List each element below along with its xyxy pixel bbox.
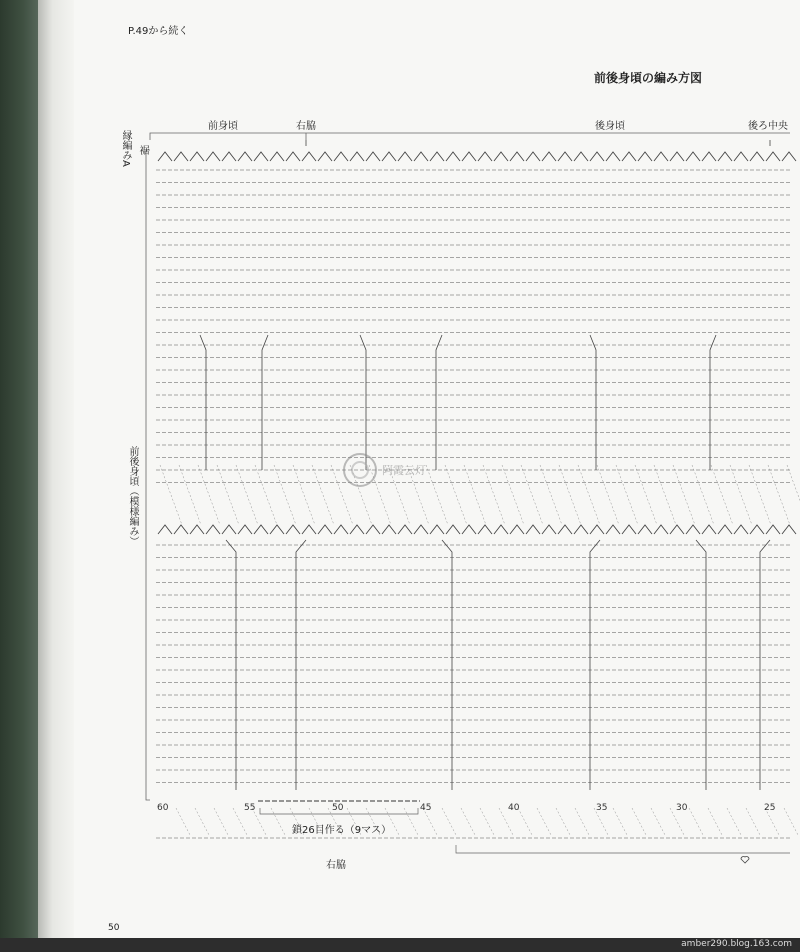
label-chain-start: 鎖26目作る（9マス） xyxy=(292,825,392,836)
lace-block-edge xyxy=(696,540,770,790)
transition-line xyxy=(521,465,543,525)
fan-stitch xyxy=(254,152,268,161)
fan-stitch xyxy=(718,525,732,534)
bracket-line xyxy=(456,845,790,853)
fan-stitch xyxy=(494,525,508,534)
transition-line xyxy=(540,465,562,525)
bracket-line xyxy=(146,150,150,800)
transition-line xyxy=(160,465,182,525)
fan-stitch xyxy=(542,152,556,161)
fan-stitch xyxy=(270,525,284,534)
column-number: 60 xyxy=(157,803,169,813)
fan-stitch xyxy=(174,152,188,161)
fan-stitch xyxy=(654,152,668,161)
lace-block-edge xyxy=(442,540,600,790)
fan-stitch xyxy=(686,525,700,534)
fan-stitch xyxy=(190,525,204,534)
transition-line xyxy=(787,465,800,525)
transition-line xyxy=(404,808,418,835)
transition-line xyxy=(708,808,722,835)
transition-line xyxy=(711,465,733,525)
transition-line xyxy=(746,808,760,835)
transition-line xyxy=(613,808,627,835)
fan-stitch xyxy=(782,525,796,534)
transition-line xyxy=(635,465,657,525)
fan-stitch xyxy=(590,152,604,161)
transition-line xyxy=(749,465,771,525)
transition-line xyxy=(559,465,581,525)
fan-stitch xyxy=(574,152,588,161)
fan-stitch xyxy=(222,525,236,534)
column-number: 35 xyxy=(596,803,608,813)
fan-stitch xyxy=(622,152,636,161)
transition-line xyxy=(730,465,752,525)
fan-stitch xyxy=(494,152,508,161)
fan-stitch xyxy=(686,152,700,161)
watermark xyxy=(340,440,440,500)
fan-stitch xyxy=(542,525,556,534)
transition-line xyxy=(651,808,665,835)
continued-note: P.49から続く xyxy=(128,26,189,37)
label-edging: 縁編みA xyxy=(120,130,131,167)
transition-line xyxy=(198,465,220,525)
fan-stitch xyxy=(766,152,780,161)
fan-stitch xyxy=(366,152,380,161)
column-number: 50 xyxy=(332,803,344,813)
fan-stitch xyxy=(574,525,588,534)
fan-stitch xyxy=(318,152,332,161)
transition-line xyxy=(727,808,741,835)
fan-stitch xyxy=(478,152,492,161)
fan-stitch xyxy=(782,152,796,161)
column-number: 25 xyxy=(764,803,776,813)
fan-stitch xyxy=(414,525,428,534)
heart-icon xyxy=(741,857,749,863)
fan-stitch xyxy=(254,525,268,534)
transition-line xyxy=(271,808,285,835)
fan-stitch xyxy=(606,152,620,161)
fan-stitch xyxy=(670,525,684,534)
fan-stitch xyxy=(718,152,732,161)
page-title: 前後身頃の編み方図 xyxy=(594,71,703,85)
page-number: 50 xyxy=(108,923,120,933)
fan-stitch xyxy=(510,152,524,161)
fan-stitch xyxy=(398,525,412,534)
transition-line xyxy=(483,465,505,525)
fan-stitch xyxy=(702,152,716,161)
fan-stitch xyxy=(558,152,572,161)
transition-line xyxy=(768,465,790,525)
fan-stitch xyxy=(398,152,412,161)
fan-stitch xyxy=(382,152,396,161)
watermark-text: 阿霞云灯 xyxy=(382,464,426,477)
lace-block-edge xyxy=(200,335,268,470)
fan-stitch xyxy=(622,525,636,534)
transition-line xyxy=(673,465,695,525)
transition-line xyxy=(461,808,475,835)
transition-line xyxy=(632,808,646,835)
fan-stitch xyxy=(206,525,220,534)
fan-stitch xyxy=(318,525,332,534)
fan-stitch xyxy=(510,525,524,534)
fan-stitch xyxy=(286,525,300,534)
fan-stitch xyxy=(526,152,540,161)
transition-line xyxy=(255,465,277,525)
fan-stitch xyxy=(158,525,172,534)
column-number: 55 xyxy=(244,803,256,813)
fan-stitch xyxy=(734,152,748,161)
fan-stitch xyxy=(478,525,492,534)
transition-line xyxy=(176,808,190,835)
fan-stitch xyxy=(334,525,348,534)
fan-stitch xyxy=(350,152,364,161)
transition-line xyxy=(689,808,703,835)
fan-stitch xyxy=(638,152,652,161)
fan-stitch xyxy=(158,152,172,161)
label-back-center: 後ろ中央 xyxy=(748,121,788,132)
fan-stitch xyxy=(606,525,620,534)
fan-stitch xyxy=(462,525,476,534)
fan-stitch xyxy=(350,525,364,534)
label-right-side: 右脇 xyxy=(296,121,316,132)
transition-line xyxy=(597,465,619,525)
fan-stitch xyxy=(462,152,476,161)
transition-line xyxy=(442,808,456,835)
fan-stitch xyxy=(446,525,460,534)
transition-line xyxy=(575,808,589,835)
transition-line xyxy=(556,808,570,835)
label-body-pattern: 前後身頃（模様編み） xyxy=(127,446,138,546)
transition-line xyxy=(293,465,315,525)
fan-stitch xyxy=(206,152,220,161)
footer-strip xyxy=(0,938,800,952)
transition-line xyxy=(179,465,201,525)
transition-line xyxy=(464,465,486,525)
transition-line xyxy=(274,465,296,525)
transition-line xyxy=(616,465,638,525)
fan-stitch xyxy=(446,152,460,161)
transition-line xyxy=(784,808,798,835)
fan-stitch xyxy=(670,152,684,161)
column-number: 30 xyxy=(676,803,688,813)
fan-stitch xyxy=(286,152,300,161)
transition-line xyxy=(537,808,551,835)
label-back-body: 後身頃 xyxy=(595,121,625,132)
transition-line xyxy=(692,465,714,525)
fan-stitch xyxy=(430,525,444,534)
transition-line xyxy=(480,808,494,835)
fan-stitch xyxy=(270,152,284,161)
column-number: 45 xyxy=(420,803,432,813)
transition-line xyxy=(217,465,239,525)
transition-line xyxy=(214,808,228,835)
fan-stitch xyxy=(702,525,716,534)
fan-stitch xyxy=(638,525,652,534)
fan-stitch xyxy=(302,525,316,534)
transition-line xyxy=(518,808,532,835)
fan-stitch xyxy=(366,525,380,534)
transition-line xyxy=(502,465,524,525)
lace-block-edge xyxy=(226,540,306,790)
footer-url: amber290.blog.163.com xyxy=(681,939,792,949)
fan-stitch xyxy=(382,525,396,534)
fan-stitch xyxy=(750,152,764,161)
fan-stitch xyxy=(334,152,348,161)
fan-stitch xyxy=(526,525,540,534)
fan-stitch xyxy=(190,152,204,161)
transition-line xyxy=(578,465,600,525)
transition-line xyxy=(195,808,209,835)
fan-stitch xyxy=(302,152,316,161)
fan-stitch xyxy=(414,152,428,161)
fan-stitch xyxy=(174,525,188,534)
transition-line xyxy=(236,465,258,525)
fan-stitch xyxy=(222,152,236,161)
column-number: 40 xyxy=(508,803,520,813)
transition-line xyxy=(445,465,467,525)
fan-stitch xyxy=(238,525,252,534)
label-hem: 裾 xyxy=(137,145,148,155)
fan-stitch xyxy=(558,525,572,534)
lace-block-edge xyxy=(590,335,716,470)
label-front-body: 前身頃 xyxy=(208,121,238,132)
transition-line xyxy=(654,465,676,525)
fan-stitch xyxy=(430,152,444,161)
fan-stitch xyxy=(590,525,604,534)
transition-line xyxy=(312,465,334,525)
fan-stitch xyxy=(654,525,668,534)
fan-stitch xyxy=(238,152,252,161)
fan-stitch xyxy=(750,525,764,534)
fan-stitch xyxy=(766,525,780,534)
fan-stitch xyxy=(734,525,748,534)
label-right-side-bottom: 右脇 xyxy=(326,860,346,871)
bracket-line xyxy=(150,133,790,140)
